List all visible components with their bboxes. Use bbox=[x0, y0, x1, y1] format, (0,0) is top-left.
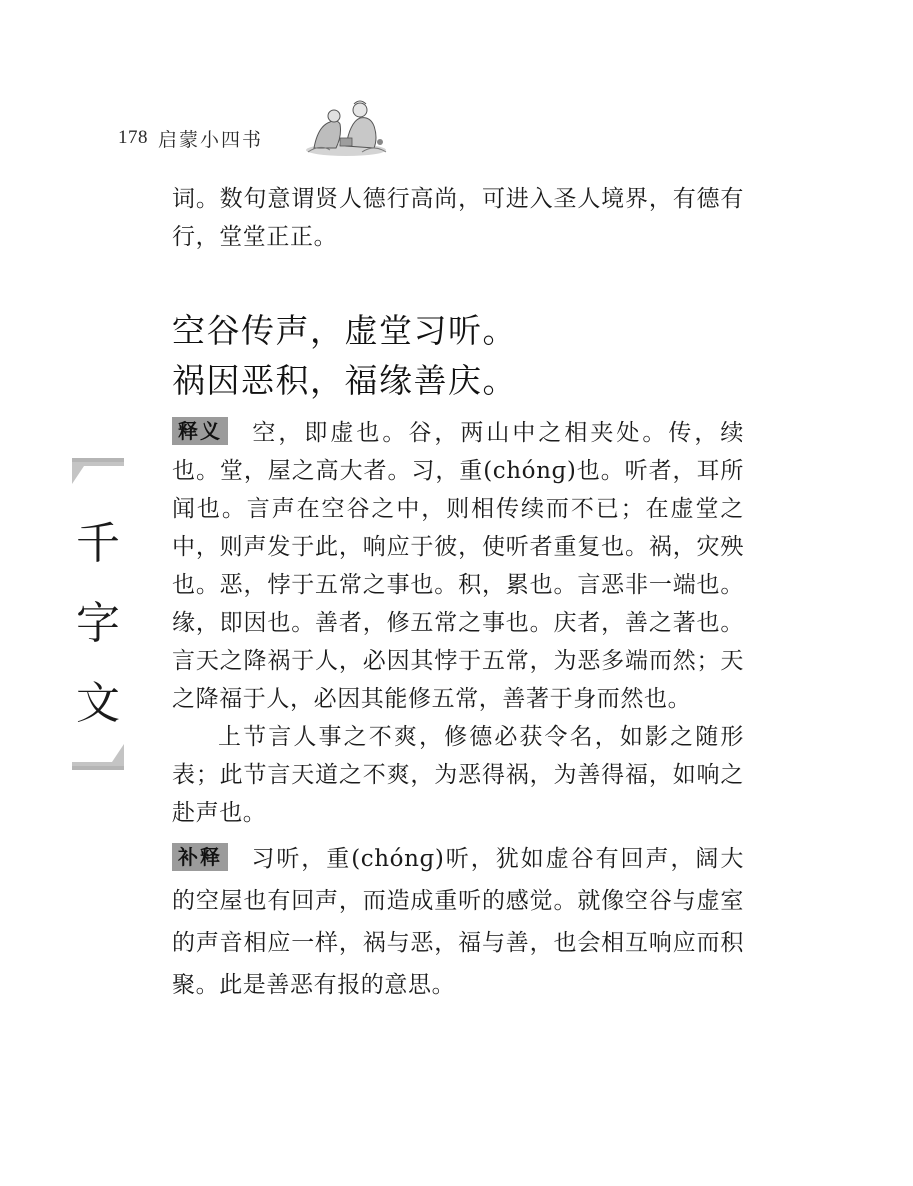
side-title-char-2: 字 bbox=[76, 598, 120, 649]
page-number: 178 bbox=[118, 127, 148, 148]
shiyi-label: 释义 bbox=[172, 417, 228, 445]
verse-line-2: 祸因恶积，福缘善庆。 bbox=[172, 361, 517, 400]
book-title: 启蒙小四书 bbox=[158, 128, 264, 151]
verse-block bbox=[172, 306, 517, 406]
header-illustration-icon bbox=[300, 96, 392, 158]
continuation-paragraph: 词。数句意谓贤人德行高尚，可进入圣人境界，有德有行，堂堂正正。 bbox=[172, 186, 744, 250]
verse-line-1: 空谷传声，虚堂习听。 bbox=[172, 311, 517, 350]
buyi-section bbox=[172, 838, 744, 1006]
side-title bbox=[72, 504, 124, 744]
bracket-bottom-icon bbox=[72, 742, 124, 770]
running-header bbox=[118, 118, 263, 158]
buyi-paragraph: 习听，重(chónɡ)听，犹如虚谷有回声，阔大的空屋也有回声，而造成重听的感觉。就像空谷与虚室的声音相应一样，祸与恶，福与善，也会相互响应而积聚。此是善恶有报的意思。 bbox=[172, 846, 744, 998]
shiyi-paragraph-1: 空，即虚也。谷，两山中之相夹处。传，续也。堂，屋之高大者。习，重(chónɡ)也。听者，耳所闻也。言声在空谷之中，则相传续而不已；在虚堂之中，则声发于此，响应于彼，使听者重复也。祸，灾殃也。恶，悖于五常之事也。积，累也。言恶非一端也。缘，即因也。善者，修五常之事也。庆者，善之著也。言天之降祸于人，必因其悖于五常，为恶多端而然；天之降福于人，必因其能修五常，善著于身而然也。 bbox=[172, 420, 744, 712]
shiyi-paragraph-2: 上节言人事之不爽，修德必获令名，如影之随形表；此节言天道之不爽，为恶得祸，为善得福，如响之赴声也。 bbox=[172, 724, 744, 826]
side-title-char-1: 千 bbox=[76, 518, 120, 569]
side-title-char-3: 文 bbox=[76, 678, 120, 729]
bracket-top-icon bbox=[72, 458, 124, 486]
shiyi-section bbox=[172, 414, 744, 832]
side-title-tab bbox=[72, 458, 124, 770]
buyi-label: 补释 bbox=[172, 843, 228, 871]
